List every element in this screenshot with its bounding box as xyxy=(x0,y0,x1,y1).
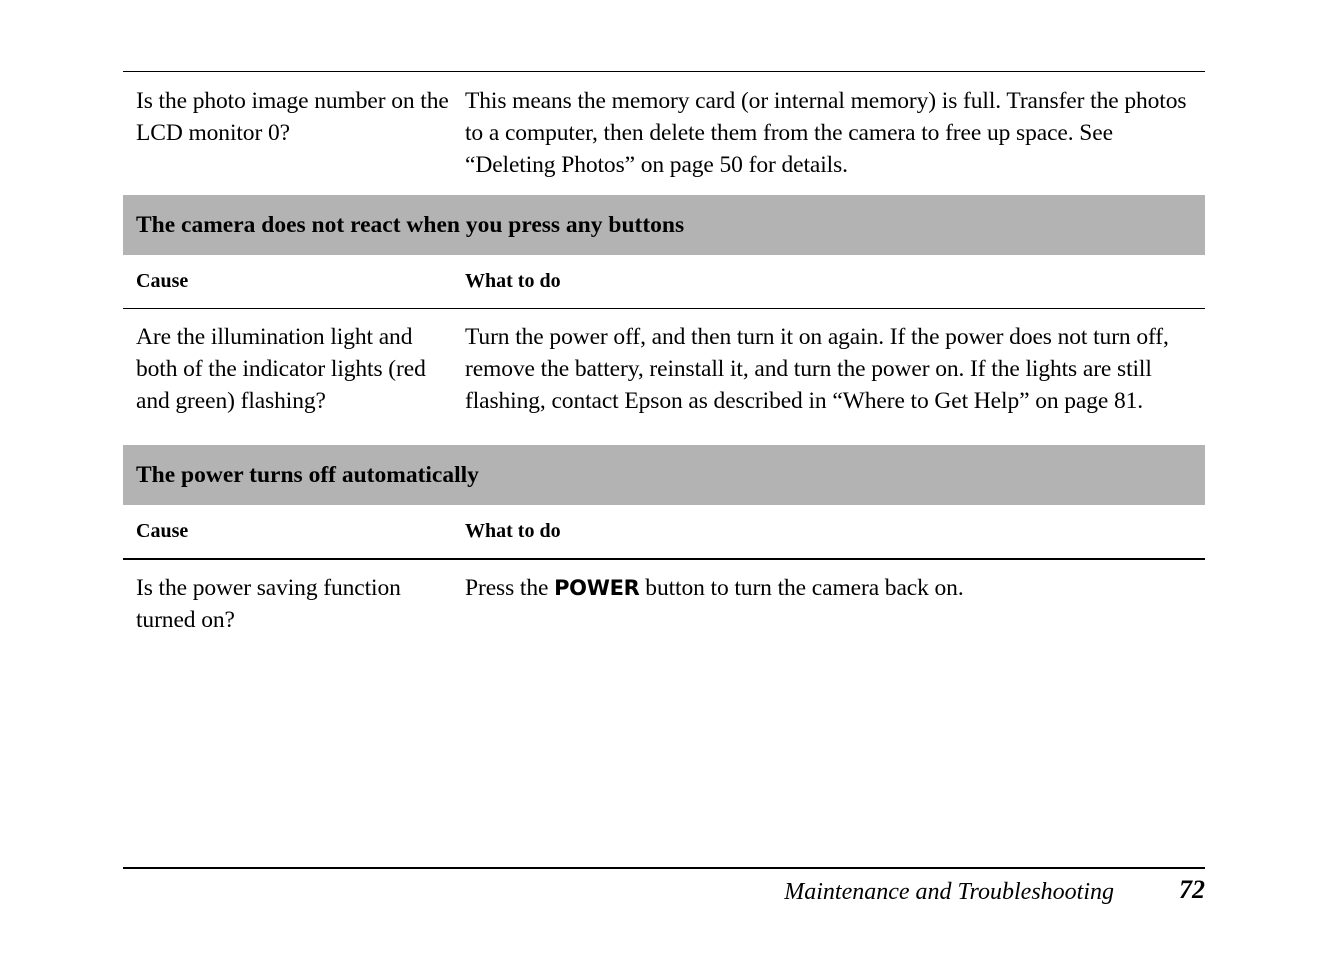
what-to-do-cell: Turn the power off, and then turn it on again. If the power does not turn off, remove the battery, reinstall it, and turn the power on. If the lights are still flashing, contact Epson as described in “Where to Get Help” on page 81. xyxy=(465,324,1169,414)
column-header-row xyxy=(123,255,1205,309)
page-number: 72 xyxy=(1179,875,1205,904)
section-header: The power turns off automatically xyxy=(123,445,1205,505)
column-header-cause: Cause xyxy=(136,520,189,542)
cause-cell: Is the power saving function turned on? xyxy=(136,575,401,633)
what-to-do-cell: This means the memory card (or internal memory) is full. Transfer the photos to a computer, then delete them from the camera to free up space. See “Deleting Photos” on page 50 for details. xyxy=(465,88,1187,178)
footer-section-title: Maintenance and Troubleshooting xyxy=(784,879,1114,905)
section-header: The camera does not react when you press any buttons xyxy=(123,195,1205,255)
column-header-what-to-do: What to do xyxy=(465,520,561,542)
table-row xyxy=(123,560,1205,636)
table-row xyxy=(123,72,1205,195)
what-to-do-prefix: Press the xyxy=(465,575,555,601)
footer-rule xyxy=(123,867,1205,869)
what-to-do-cell xyxy=(465,572,1205,636)
power-button-label: POWER xyxy=(554,576,640,600)
cause-cell: Is the photo image number on the LCD monitor 0? xyxy=(136,88,449,146)
cause-cell: Are the illumination light and both of the indicator lights (red and green) flashing? xyxy=(136,324,426,414)
what-to-do-suffix: button to turn the camera back on. xyxy=(639,575,964,601)
column-header-row xyxy=(123,505,1205,560)
troubleshooting-table xyxy=(123,71,1205,636)
column-header-cause: Cause xyxy=(136,270,189,292)
table-row xyxy=(123,309,1205,445)
column-header-what-to-do: What to do xyxy=(465,270,561,292)
